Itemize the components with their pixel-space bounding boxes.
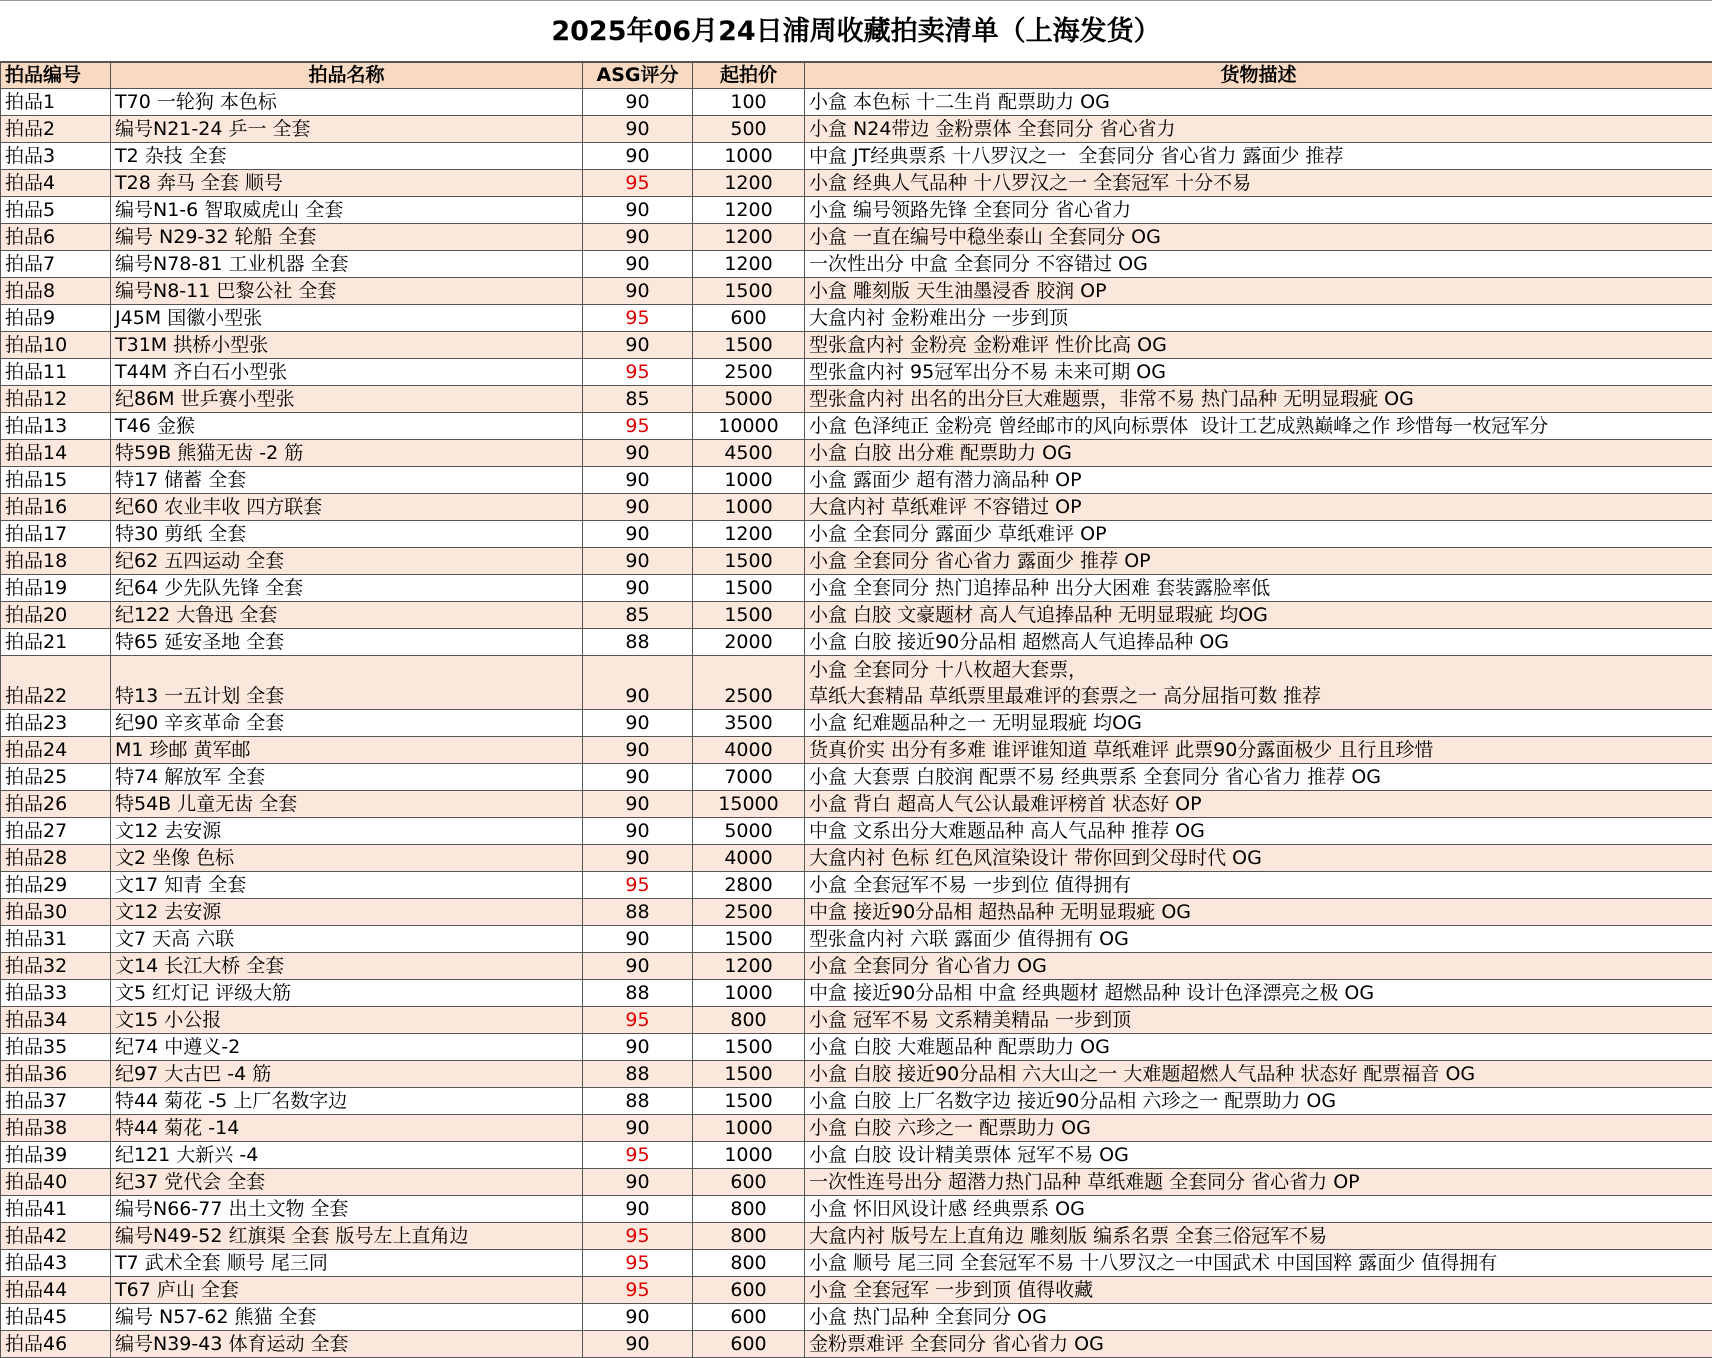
cell-start-price: 1000 bbox=[693, 1142, 805, 1169]
cell-lot-name: 文17 知青 全套 bbox=[111, 872, 583, 899]
cell-start-price: 600 bbox=[693, 1169, 805, 1196]
cell-description: 小盒 全套同分 热门追捧品种 出分大困难 套装露脸率低 bbox=[805, 575, 1712, 602]
cell-start-price: 1000 bbox=[693, 467, 805, 494]
table-row bbox=[1, 602, 1712, 629]
cell-lot-name: T7 武术全套 顺号 尾三同 bbox=[111, 1250, 583, 1277]
cell-description: 小盒 全套冠军 一步到顶 值得收藏 bbox=[805, 1277, 1712, 1304]
cell-asg-score: 88 bbox=[583, 899, 693, 926]
table-row bbox=[1, 332, 1712, 359]
cell-lot-number: 拍品12 bbox=[1, 386, 111, 413]
cell-start-price: 1200 bbox=[693, 251, 805, 278]
table-row bbox=[1, 197, 1712, 224]
cell-asg-score: 85 bbox=[583, 386, 693, 413]
table-row bbox=[1, 980, 1712, 1007]
cell-asg-score: 90 bbox=[583, 845, 693, 872]
cell-lot-number: 拍品40 bbox=[1, 1169, 111, 1196]
cell-lot-number: 拍品27 bbox=[1, 818, 111, 845]
table-row bbox=[1, 116, 1712, 143]
cell-lot-name: 编号N66-77 出土文物 全套 bbox=[111, 1196, 583, 1223]
cell-lot-number: 拍品30 bbox=[1, 899, 111, 926]
cell-lot-name: 编号N49-52 红旗渠 全套 版号左上直角边 bbox=[111, 1223, 583, 1250]
cell-asg-score: 90 bbox=[583, 1034, 693, 1061]
table-row bbox=[1, 386, 1712, 413]
cell-description: 型张盒内衬 95冠军出分不易 未来可期 OG bbox=[805, 359, 1712, 386]
table-row bbox=[1, 1169, 1712, 1196]
table-row bbox=[1, 1223, 1712, 1250]
cell-lot-number: 拍品29 bbox=[1, 872, 111, 899]
cell-asg-score: 90 bbox=[583, 467, 693, 494]
cell-lot-name: T46 金猴 bbox=[111, 413, 583, 440]
cell-lot-name: 特44 菊花 -5 上厂名数字边 bbox=[111, 1088, 583, 1115]
cell-lot-number: 拍品2 bbox=[1, 116, 111, 143]
table-row bbox=[1, 494, 1712, 521]
cell-asg-score: 90 bbox=[583, 89, 693, 116]
cell-lot-number: 拍品32 bbox=[1, 953, 111, 980]
cell-lot-number: 拍品42 bbox=[1, 1223, 111, 1250]
cell-lot-number: 拍品33 bbox=[1, 980, 111, 1007]
table-row bbox=[1, 1088, 1712, 1115]
cell-lot-number: 拍品3 bbox=[1, 143, 111, 170]
cell-lot-number: 拍品4 bbox=[1, 170, 111, 197]
cell-asg-score: 95 bbox=[583, 1250, 693, 1277]
table-row bbox=[1, 575, 1712, 602]
table-row bbox=[1, 764, 1712, 791]
cell-asg-score: 90 bbox=[583, 1169, 693, 1196]
cell-lot-name: J45M 国徽小型张 bbox=[111, 305, 583, 332]
header-lot-number: 拍品编号 bbox=[1, 63, 111, 89]
cell-description: 小盒 全套同分 省心省力 OG bbox=[805, 953, 1712, 980]
table-row bbox=[1, 251, 1712, 278]
cell-description: 小盒 全套同分 省心省力 露面少 推荐 OP bbox=[805, 548, 1712, 575]
cell-start-price: 1000 bbox=[693, 143, 805, 170]
table-row bbox=[1, 656, 1712, 710]
cell-lot-number: 拍品38 bbox=[1, 1115, 111, 1142]
cell-asg-score: 95 bbox=[583, 359, 693, 386]
table-row bbox=[1, 845, 1712, 872]
cell-description: 大盒内衬 版号左上直角边 雕刻版 编系名票 全套三俗冠军不易 bbox=[805, 1223, 1712, 1250]
cell-description: 小盒 编号领路先锋 全套同分 省心省力 bbox=[805, 197, 1712, 224]
cell-description: 大盒内衬 色标 红色风渲染设计 带你回到父母时代 OG bbox=[805, 845, 1712, 872]
table-body bbox=[1, 89, 1712, 1358]
table-row bbox=[1, 737, 1712, 764]
table-row bbox=[1, 899, 1712, 926]
cell-lot-name: 编号 N57-62 熊猫 全套 bbox=[111, 1304, 583, 1331]
cell-start-price: 1000 bbox=[693, 494, 805, 521]
cell-start-price: 1200 bbox=[693, 197, 805, 224]
cell-lot-number: 拍品16 bbox=[1, 494, 111, 521]
cell-lot-name: M1 珍邮 黄军邮 bbox=[111, 737, 583, 764]
cell-start-price: 1500 bbox=[693, 548, 805, 575]
cell-asg-score: 90 bbox=[583, 575, 693, 602]
cell-start-price: 2500 bbox=[693, 899, 805, 926]
cell-asg-score: 95 bbox=[583, 1007, 693, 1034]
cell-asg-score: 90 bbox=[583, 710, 693, 737]
cell-lot-number: 拍品22 bbox=[1, 656, 111, 710]
auction-table bbox=[0, 62, 1712, 1358]
cell-start-price: 1500 bbox=[693, 1061, 805, 1088]
cell-description: 小盒 全套同分 露面少 草纸难评 OP bbox=[805, 521, 1712, 548]
cell-asg-score: 90 bbox=[583, 494, 693, 521]
header-description: 货物描述 bbox=[805, 63, 1712, 89]
cell-asg-score: 90 bbox=[583, 1196, 693, 1223]
cell-lot-name: 特17 储蓄 全套 bbox=[111, 467, 583, 494]
cell-start-price: 600 bbox=[693, 1304, 805, 1331]
cell-lot-number: 拍品26 bbox=[1, 791, 111, 818]
cell-lot-name: 纪121 大新兴 -4 bbox=[111, 1142, 583, 1169]
cell-asg-score: 95 bbox=[583, 1277, 693, 1304]
cell-description: 中盒 接近90分品相 超热品种 无明显瑕疵 OG bbox=[805, 899, 1712, 926]
cell-asg-score: 90 bbox=[583, 1115, 693, 1142]
cell-lot-number: 拍品5 bbox=[1, 197, 111, 224]
cell-description: 小盒 冠军不易 文系精美精品 一步到顶 bbox=[805, 1007, 1712, 1034]
cell-lot-name: 纪86M 世乒赛小型张 bbox=[111, 386, 583, 413]
cell-description: 小盒 白胶 大难题品种 配票助力 OG bbox=[805, 1034, 1712, 1061]
cell-lot-number: 拍品25 bbox=[1, 764, 111, 791]
table-row bbox=[1, 548, 1712, 575]
cell-description: 型张盒内衬 六联 露面少 值得拥有 OG bbox=[805, 926, 1712, 953]
cell-lot-number: 拍品36 bbox=[1, 1061, 111, 1088]
table-row bbox=[1, 791, 1712, 818]
cell-lot-number: 拍品31 bbox=[1, 926, 111, 953]
table-row bbox=[1, 1196, 1712, 1223]
cell-asg-score: 90 bbox=[583, 278, 693, 305]
cell-asg-score: 95 bbox=[583, 413, 693, 440]
cell-asg-score: 88 bbox=[583, 1061, 693, 1088]
cell-asg-score: 95 bbox=[583, 170, 693, 197]
cell-description: 大盒内衬 草纸难评 不容错过 OP bbox=[805, 494, 1712, 521]
cell-lot-name: 编号N21-24 乒一 全套 bbox=[111, 116, 583, 143]
table-row bbox=[1, 224, 1712, 251]
cell-description: 小盒 白胶 设计精美票体 冠军不易 OG bbox=[805, 1142, 1712, 1169]
table-row bbox=[1, 872, 1712, 899]
cell-lot-number: 拍品21 bbox=[1, 629, 111, 656]
cell-start-price: 2000 bbox=[693, 629, 805, 656]
cell-description: 中盒 JT经典票系 十八罗汉之一 全套同分 省心省力 露面少 推荐 bbox=[805, 143, 1712, 170]
cell-lot-name: 特54B 儿童无齿 全套 bbox=[111, 791, 583, 818]
cell-start-price: 600 bbox=[693, 1331, 805, 1358]
cell-lot-name: 文14 长江大桥 全套 bbox=[111, 953, 583, 980]
cell-lot-name: 纪37 党代会 全套 bbox=[111, 1169, 583, 1196]
cell-start-price: 1000 bbox=[693, 1115, 805, 1142]
cell-asg-score: 90 bbox=[583, 224, 693, 251]
cell-lot-number: 拍品35 bbox=[1, 1034, 111, 1061]
cell-asg-score: 88 bbox=[583, 1088, 693, 1115]
table-row bbox=[1, 170, 1712, 197]
cell-lot-number: 拍品14 bbox=[1, 440, 111, 467]
header-start-price: 起拍价 bbox=[693, 63, 805, 89]
cell-description: 小盒 怀旧风设计感 经典票系 OG bbox=[805, 1196, 1712, 1223]
cell-asg-score: 90 bbox=[583, 521, 693, 548]
cell-description: 小盒 白胶 接近90分品相 超燃高人气追捧品种 OG bbox=[805, 629, 1712, 656]
cell-description: 小盒 背白 超高人气公认最难评榜首 状态好 OP bbox=[805, 791, 1712, 818]
cell-lot-number: 拍品43 bbox=[1, 1250, 111, 1277]
cell-start-price: 5000 bbox=[693, 386, 805, 413]
cell-asg-score: 88 bbox=[583, 629, 693, 656]
cell-description: 型张盒内衬 出名的出分巨大难题票，非常不易 热门品种 无明显瑕疵 OG bbox=[805, 386, 1712, 413]
cell-start-price: 15000 bbox=[693, 791, 805, 818]
cell-start-price: 4500 bbox=[693, 440, 805, 467]
cell-start-price: 1500 bbox=[693, 602, 805, 629]
cell-description: 小盒 色泽纯正 金粉亮 曾经邮市的风向标票体 设计工艺成熟巅峰之作 珍惜每一枚冠军分 bbox=[805, 413, 1712, 440]
table-row bbox=[1, 1007, 1712, 1034]
cell-description: 小盒 白胶 六珍之一 配票助力 OG bbox=[805, 1115, 1712, 1142]
cell-start-price: 4000 bbox=[693, 737, 805, 764]
cell-asg-score: 85 bbox=[583, 602, 693, 629]
cell-lot-name: 编号N78-81 工业机器 全套 bbox=[111, 251, 583, 278]
cell-lot-number: 拍品28 bbox=[1, 845, 111, 872]
cell-start-price: 1500 bbox=[693, 278, 805, 305]
cell-description: 中盒 接近90分品相 中盒 经典题材 超燃品种 设计色泽漂亮之极 OG bbox=[805, 980, 1712, 1007]
cell-description: 金粉票难评 全套同分 省心省力 OG bbox=[805, 1331, 1712, 1358]
cell-asg-score: 95 bbox=[583, 872, 693, 899]
cell-description: 小盒 白胶 文豪题材 高人气追捧品种 无明显瑕疵 均OG bbox=[805, 602, 1712, 629]
cell-lot-number: 拍品6 bbox=[1, 224, 111, 251]
table-row bbox=[1, 1034, 1712, 1061]
cell-lot-name: 文7 天高 六联 bbox=[111, 926, 583, 953]
cell-asg-score: 95 bbox=[583, 1223, 693, 1250]
cell-asg-score: 90 bbox=[583, 548, 693, 575]
cell-lot-number: 拍品24 bbox=[1, 737, 111, 764]
cell-lot-name: 特44 菊花 -14 bbox=[111, 1115, 583, 1142]
cell-description: 小盒 白胶 上厂名数字边 接近90分品相 六珍之一 配票助力 OG bbox=[805, 1088, 1712, 1115]
cell-asg-score: 90 bbox=[583, 251, 693, 278]
cell-description: 小盒 一直在编号中稳坐泰山 全套同分 OG bbox=[805, 224, 1712, 251]
cell-lot-number: 拍品34 bbox=[1, 1007, 111, 1034]
header-row bbox=[1, 63, 1712, 89]
cell-lot-name: 文15 小公报 bbox=[111, 1007, 583, 1034]
cell-asg-score: 90 bbox=[583, 737, 693, 764]
cell-description: 小盒 雕刻版 天生油墨浸香 胶润 OP bbox=[805, 278, 1712, 305]
table-row bbox=[1, 1331, 1712, 1358]
cell-lot-number: 拍品23 bbox=[1, 710, 111, 737]
cell-start-price: 1500 bbox=[693, 332, 805, 359]
header-lot-name: 拍品名称 bbox=[111, 63, 583, 89]
cell-lot-number: 拍品15 bbox=[1, 467, 111, 494]
cell-description: 货真价实 出分有多难 谁评谁知道 草纸难评 此票90分露面极少 且行且珍惜 bbox=[805, 737, 1712, 764]
cell-start-price: 1200 bbox=[693, 224, 805, 251]
cell-lot-name: 文12 去安源 bbox=[111, 818, 583, 845]
cell-start-price: 500 bbox=[693, 116, 805, 143]
cell-asg-score: 90 bbox=[583, 116, 693, 143]
cell-description: 中盒 文系出分大难题品种 高人气品种 推荐 OG bbox=[805, 818, 1712, 845]
cell-lot-name: 编号N1-6 智取威虎山 全套 bbox=[111, 197, 583, 224]
cell-start-price: 1500 bbox=[693, 575, 805, 602]
cell-lot-name: 特59B 熊猫无齿 -2 筋 bbox=[111, 440, 583, 467]
cell-lot-number: 拍品9 bbox=[1, 305, 111, 332]
cell-asg-score: 90 bbox=[583, 791, 693, 818]
cell-lot-number: 拍品8 bbox=[1, 278, 111, 305]
cell-lot-name: 特30 剪纸 全套 bbox=[111, 521, 583, 548]
cell-start-price: 800 bbox=[693, 1196, 805, 1223]
table-row bbox=[1, 143, 1712, 170]
table-row bbox=[1, 1304, 1712, 1331]
table-row bbox=[1, 89, 1712, 116]
cell-description: 小盒 白胶 出分难 配票助力 OG bbox=[805, 440, 1712, 467]
cell-lot-number: 拍品37 bbox=[1, 1088, 111, 1115]
table-row bbox=[1, 926, 1712, 953]
table-row bbox=[1, 1250, 1712, 1277]
cell-description: 小盒 全套同分 十八枚超大套票， 草纸大套精品 草纸票里最难评的套票之一 高分屈指可数 推荐 bbox=[805, 656, 1712, 710]
cell-start-price: 100 bbox=[693, 89, 805, 116]
cell-lot-name: 纪90 辛亥革命 全套 bbox=[111, 710, 583, 737]
cell-start-price: 5000 bbox=[693, 818, 805, 845]
cell-asg-score: 90 bbox=[583, 764, 693, 791]
table-row bbox=[1, 1061, 1712, 1088]
cell-start-price: 2500 bbox=[693, 656, 805, 710]
table-row bbox=[1, 1142, 1712, 1169]
cell-start-price: 600 bbox=[693, 1277, 805, 1304]
table-row bbox=[1, 1277, 1712, 1304]
table-row bbox=[1, 521, 1712, 548]
table-row bbox=[1, 953, 1712, 980]
cell-lot-name: T2 杂技 全套 bbox=[111, 143, 583, 170]
cell-description: 一次性连号出分 超潜力热门品种 草纸难题 全套同分 省心省力 OP bbox=[805, 1169, 1712, 1196]
cell-asg-score: 90 bbox=[583, 953, 693, 980]
cell-lot-name: 纪97 大古巴 -4 筋 bbox=[111, 1061, 583, 1088]
table-row bbox=[1, 467, 1712, 494]
cell-lot-number: 拍品46 bbox=[1, 1331, 111, 1358]
cell-lot-name: 纪64 少先队先锋 全套 bbox=[111, 575, 583, 602]
cell-asg-score: 90 bbox=[583, 656, 693, 710]
cell-asg-score: 90 bbox=[583, 143, 693, 170]
cell-lot-number: 拍品44 bbox=[1, 1277, 111, 1304]
cell-lot-number: 拍品19 bbox=[1, 575, 111, 602]
cell-description: 大盒内衬 金粉难出分 一步到顶 bbox=[805, 305, 1712, 332]
cell-asg-score: 88 bbox=[583, 980, 693, 1007]
cell-asg-score: 90 bbox=[583, 332, 693, 359]
cell-lot-number: 拍品17 bbox=[1, 521, 111, 548]
cell-lot-number: 拍品13 bbox=[1, 413, 111, 440]
cell-lot-number: 拍品41 bbox=[1, 1196, 111, 1223]
cell-lot-number: 拍品7 bbox=[1, 251, 111, 278]
cell-start-price: 1200 bbox=[693, 521, 805, 548]
cell-lot-name: T70 一轮狗 本色标 bbox=[111, 89, 583, 116]
cell-lot-name: T44M 齐白石小型张 bbox=[111, 359, 583, 386]
cell-description: 小盒 N24带边 金粉票体 全套同分 省心省力 bbox=[805, 116, 1712, 143]
cell-description: 小盒 经典人气品种 十八罗汉之一 全套冠军 十分不易 bbox=[805, 170, 1712, 197]
cell-lot-name: 纪122 大鲁迅 全套 bbox=[111, 602, 583, 629]
cell-lot-name: 特13 一五计划 全套 bbox=[111, 656, 583, 710]
table-row bbox=[1, 440, 1712, 467]
page-title: 2025年06月24日浦周收藏拍卖清单（上海发货） bbox=[0, 0, 1712, 62]
cell-lot-name: 特65 延安圣地 全套 bbox=[111, 629, 583, 656]
cell-lot-name: T31M 拱桥小型张 bbox=[111, 332, 583, 359]
cell-start-price: 2800 bbox=[693, 872, 805, 899]
cell-asg-score: 90 bbox=[583, 818, 693, 845]
cell-lot-name: 纪62 五四运动 全套 bbox=[111, 548, 583, 575]
table-row bbox=[1, 629, 1712, 656]
cell-asg-score: 90 bbox=[583, 440, 693, 467]
cell-start-price: 4000 bbox=[693, 845, 805, 872]
table-row bbox=[1, 413, 1712, 440]
table-row bbox=[1, 710, 1712, 737]
cell-start-price: 1500 bbox=[693, 1034, 805, 1061]
cell-description: 小盒 白胶 接近90分品相 六大山之一 大难题超燃人气品种 状态好 配票福音 OG bbox=[805, 1061, 1712, 1088]
cell-lot-number: 拍品20 bbox=[1, 602, 111, 629]
cell-description: 小盒 本色标 十二生肖 配票助力 OG bbox=[805, 89, 1712, 116]
cell-description: 小盒 全套冠军不易 一步到位 值得拥有 bbox=[805, 872, 1712, 899]
cell-lot-name: 文5 红灯记 评级大筋 bbox=[111, 980, 583, 1007]
cell-lot-name: 编号 N29-32 轮船 全套 bbox=[111, 224, 583, 251]
table-row bbox=[1, 818, 1712, 845]
cell-asg-score: 95 bbox=[583, 1142, 693, 1169]
cell-start-price: 800 bbox=[693, 1007, 805, 1034]
table-row bbox=[1, 359, 1712, 386]
cell-start-price: 1000 bbox=[693, 980, 805, 1007]
cell-start-price: 800 bbox=[693, 1250, 805, 1277]
cell-lot-name: T28 奔马 全套 顺号 bbox=[111, 170, 583, 197]
cell-lot-number: 拍品11 bbox=[1, 359, 111, 386]
cell-start-price: 1200 bbox=[693, 170, 805, 197]
cell-start-price: 600 bbox=[693, 305, 805, 332]
cell-lot-name: 文12 去安源 bbox=[111, 899, 583, 926]
cell-description: 小盒 大套票 白胶润 配票不易 经典票系 全套同分 省心省力 推荐 OG bbox=[805, 764, 1712, 791]
cell-description: 小盒 纪难题品种之一 无明显瑕疵 均OG bbox=[805, 710, 1712, 737]
cell-asg-score: 90 bbox=[583, 197, 693, 224]
cell-start-price: 2500 bbox=[693, 359, 805, 386]
cell-description: 小盒 热门品种 全套同分 OG bbox=[805, 1304, 1712, 1331]
cell-lot-number: 拍品1 bbox=[1, 89, 111, 116]
cell-lot-name: 纪60 农业丰收 四方联套 bbox=[111, 494, 583, 521]
cell-start-price: 1500 bbox=[693, 926, 805, 953]
cell-description: 小盒 顺号 尾三同 全套冠军不易 十八罗汉之一中国武术 中国国粹 露面少 值得拥有 bbox=[805, 1250, 1712, 1277]
cell-lot-name: T67 庐山 全套 bbox=[111, 1277, 583, 1304]
table-row bbox=[1, 305, 1712, 332]
cell-lot-name: 纪74 中遵义-2 bbox=[111, 1034, 583, 1061]
cell-start-price: 3500 bbox=[693, 710, 805, 737]
cell-lot-name: 文2 坐像 色标 bbox=[111, 845, 583, 872]
table-row bbox=[1, 1115, 1712, 1142]
cell-asg-score: 95 bbox=[583, 305, 693, 332]
cell-lot-name: 编号N8-11 巴黎公社 全套 bbox=[111, 278, 583, 305]
cell-lot-number: 拍品18 bbox=[1, 548, 111, 575]
table-row bbox=[1, 278, 1712, 305]
cell-start-price: 7000 bbox=[693, 764, 805, 791]
cell-start-price: 800 bbox=[693, 1223, 805, 1250]
cell-lot-name: 特74 解放军 全套 bbox=[111, 764, 583, 791]
cell-description: 型张盒内衬 金粉亮 金粉难评 性价比高 OG bbox=[805, 332, 1712, 359]
cell-asg-score: 90 bbox=[583, 1331, 693, 1358]
cell-start-price: 1200 bbox=[693, 953, 805, 980]
cell-lot-name: 编号N39-43 体育运动 全套 bbox=[111, 1331, 583, 1358]
cell-description: 一次性出分 中盒 全套同分 不容错过 OG bbox=[805, 251, 1712, 278]
header-asg-score: ASG评分 bbox=[583, 63, 693, 89]
cell-lot-number: 拍品10 bbox=[1, 332, 111, 359]
cell-asg-score: 90 bbox=[583, 1304, 693, 1331]
cell-start-price: 10000 bbox=[693, 413, 805, 440]
cell-start-price: 1500 bbox=[693, 1088, 805, 1115]
cell-lot-number: 拍品39 bbox=[1, 1142, 111, 1169]
cell-asg-score: 90 bbox=[583, 926, 693, 953]
cell-description: 小盒 露面少 超有潜力滴品种 OP bbox=[805, 467, 1712, 494]
cell-lot-number: 拍品45 bbox=[1, 1304, 111, 1331]
